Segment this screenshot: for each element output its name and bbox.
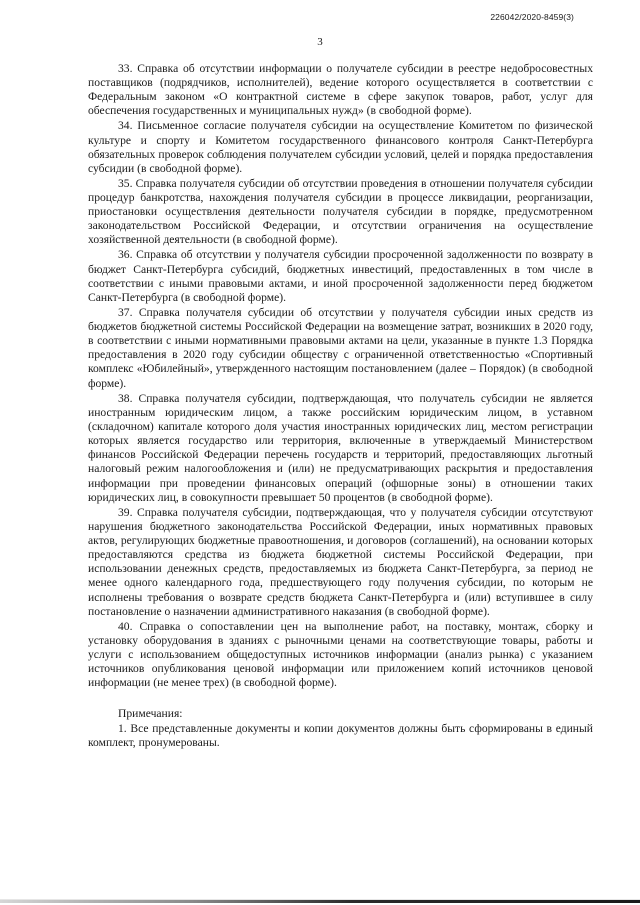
list-item-35: 35. Справка получателя субсидии об отсутствии проведения в отношении получателя субсидии процедур банкротства, нахождения получателя субсидии в процессе ликвидации, реорганизации, приостановки осуществления деятельности получателя субсидии в порядке, предусмотренном законодательством Российской Федерации, и отсутствии ограничения на осуществление хозяйственной деятельности (в свободной форме). [88, 176, 593, 247]
list-item-34: 34. Письменное согласие получателя субсидии на осуществление Комитетом по физической культуре и спорту и Комитетом государственного финансового контроля Санкт-Петербурга обязательных проверок соблюдения получателем субсидии условий, целей и порядка предоставления субсидии (в свободной форме). [88, 119, 593, 175]
document-registration-code: 226042/2020-8459(3) [490, 12, 574, 22]
list-item-39: 39. Справка получателя субсидии, подтверждающая, что у получателя субсидии отсутствуют нарушения бюджетного законодательства Российской Федерации, иных нормативных правовых актов, регулирующих бюджетные правоотношения, и договоров (соглашений), на основании которых предоставляются средства из бюджета бюджетной системы Российской Федерации, при использовании денежных средств, предоставляемых из бюджета Санкт-Петербурга, за период не менее одного календарного года, предшествующего году получения субсидии, по которым не исполнены требования о возврате средств бюджета Санкт-Петербурга и (или) вступившее в силу постановление о назначении административного наказания (в свободной форме). [88, 505, 593, 618]
document-body [88, 62, 593, 750]
notes-section [88, 707, 593, 749]
list-item-40: 40. Справка о сопоставлении цен на выполнение работ, на поставку, монтаж, сборку и установку оборудования в зданиях с рыночными ценами на соответствующие товары, работы и услуги с использованием общедоступных источников информации (анализ рынка) с указанием источников опубликования ценовой информации или приложением копий источников ценовой информации (не менее трех) (в свободной форме). [88, 619, 593, 690]
note-item-1: 1. Все представленные документы и копии документов должны быть сформированы в единый комплект, пронумерованы. [88, 721, 593, 749]
list-item-36: 36. Справка об отсутствии у получателя субсидии просроченной задолженности по возврату в бюджет Санкт-Петербурга субсидий, бюджетных инвестиций, предоставленных в том числе в соответствии с иными правовыми актами, и иной просроченной задолженности перед бюджетом Санкт-Петербурга (в свободной форме). [88, 248, 593, 304]
page-number: 3 [317, 36, 323, 48]
list-item-33: 33. Справка об отсутствии информации о получателе субсидии в реестре недобросовестных поставщиков (подрядчиков, исполнителей), ведение которого осуществляется в соответствии с Федеральным законом «О контрактной системе в сфере закупок товаров, работ, услуг для обеспечения государственных и муниципальных нужд» (в свободной форме). [88, 62, 593, 118]
list-item-37: 37. Справка получателя субсидии об отсутствии у получателя субсидии иных средств из бюджетов бюджетной системы Российской Федерации на возмещение затрат, возникших в 2020 году, в соответствии с иными нормативными правовыми актами на цели, указанные в пункте 1.3 Порядка предоставления в 2020 году субсидии обществу с ограниченной ответственностью «Спортивный комплекс «Юбилейный», утвержденного настоящим постановлением (далее – Порядок) (в свободной форме). [88, 305, 593, 390]
scan-edge-line [0, 900, 640, 903]
notes-heading: Примечания: [118, 707, 183, 721]
list-item-38: 38. Справка получателя субсидии, подтверждающая, что получатель субсидии не является иностранным юридическим лицом, а также российским юридическим лицом, в уставном (складочном) капитале которого доля участия иностранных юридических лиц, местом регистрации которых является государство или территория, включенные в утверждаемый Министерством финансов Российской Федерации перечень государств и территорий, предоставляющих льготный налоговый режим налогообложения и (или) не предусматривающих раскрытия и предоставления информации при проведении финансовых операций (офшорные зоны) в отношении таких юридических лиц, в совокупности превышает 50 процентов (в свободной форме). [88, 391, 593, 504]
